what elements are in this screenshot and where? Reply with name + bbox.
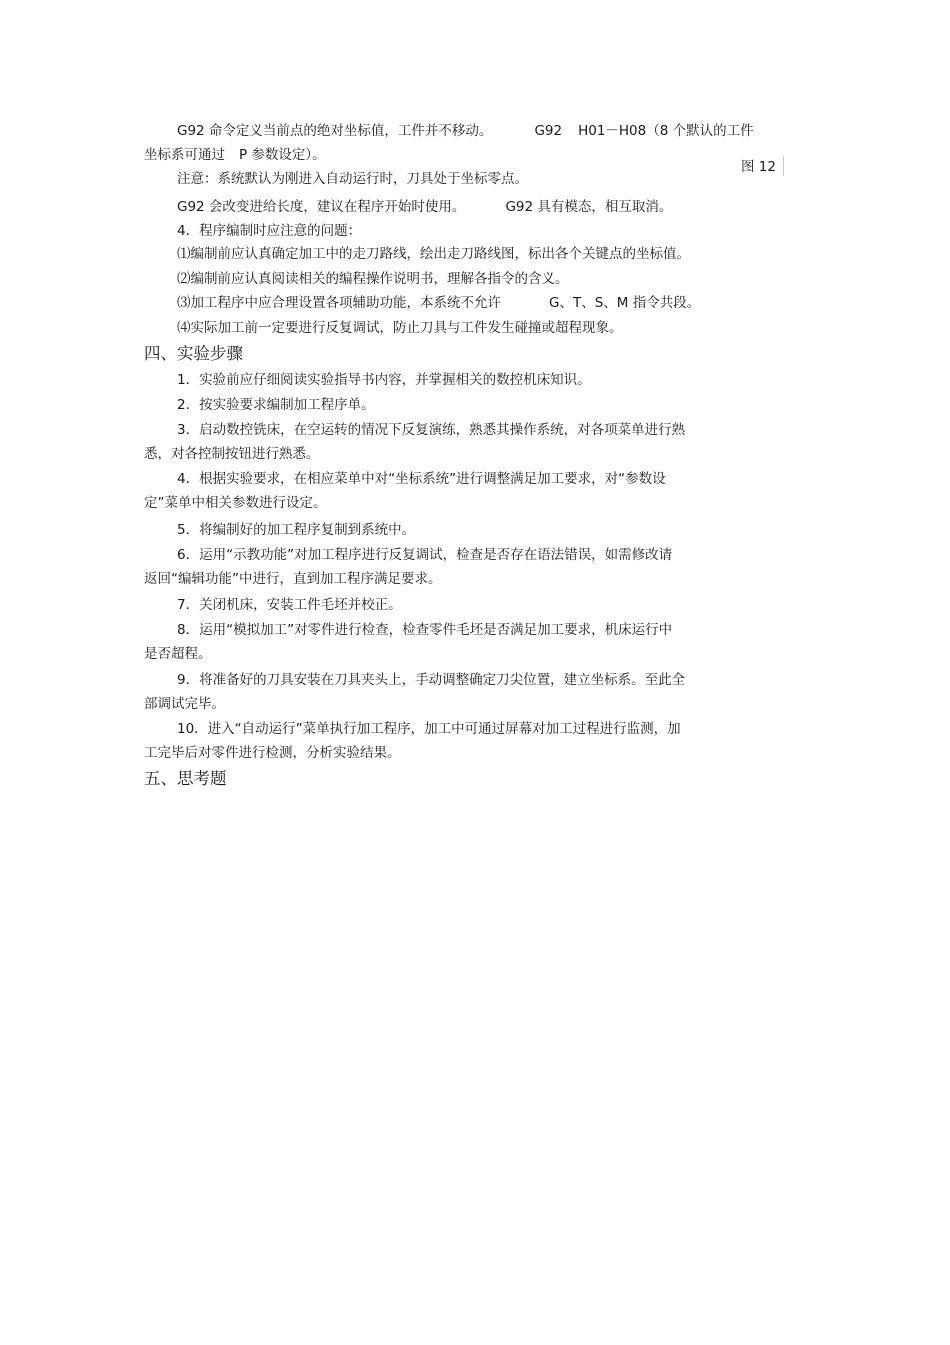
- step-9-line-2: 部调试完毕。: [144, 696, 225, 712]
- step-7: 7．关闭机床，安装工件毛坯并校正。: [177, 597, 402, 613]
- figure-divider: [783, 156, 784, 176]
- step-9-line-1: 9．将准备好的刀具安装在刀具夹头上，手动调整确定刀尖位置，建立坐标系。至此全: [177, 672, 686, 688]
- step-10-line-2: 工完毕后对零件进行检测，分析实验结果。: [144, 745, 401, 761]
- item-4-4: ⑷实际加工前一定要进行反复调试，防止刀具与工件发生碰撞或超程现象。: [177, 320, 623, 336]
- text-h01-h08: H01－H08（8 个默认的工件: [578, 123, 754, 139]
- step-3-line-2: 悉，对各控制按钮进行熟悉。: [144, 446, 320, 462]
- text-gtsm: G、T、S、M 指令共段。: [549, 295, 701, 311]
- step-1: 1．实验前应仔细阅读实验指导书内容，并掌握相关的数控机床知识。: [177, 372, 591, 388]
- item-4-1: ⑴编制前应认真确定加工中的走刀路线，绘出走刀路线图，标出各个关键点的坐标值。: [177, 246, 690, 262]
- item-4-heading: 4．程序编制时应注意的问题：: [177, 223, 362, 239]
- section-heading-4: 四、实验步骤: [144, 344, 243, 363]
- step-8-line-1: 8．运用“模拟加工”对零件进行检查，检查零件毛坯是否满足加工要求，机床运行中: [177, 622, 673, 638]
- text-coord-system: 坐标系可通过: [144, 147, 225, 163]
- step-4-line-2: 定”菜单中相关参数进行设定。: [144, 495, 327, 511]
- paragraph-note: 注意：系统默认为刚进入自动运行时，刀具处于坐标零点。: [177, 171, 528, 187]
- step-6-line-2: 返回“编辑功能”中进行，直到加工程序满足要求。: [144, 571, 442, 587]
- step-5: 5．将编制好的加工程序复制到系统中。: [177, 522, 416, 538]
- text-g92-definition: G92 命令定义当前点的绝对坐标值，工件并不移动。: [177, 123, 493, 139]
- text-aux-functions: ⑶加工程序中应合理设置各项辅助功能，本系统不允许: [177, 295, 501, 311]
- paragraph-g92-line-2: [144, 146, 326, 164]
- item-4-3: [177, 294, 700, 312]
- step-3-line-1: 3．启动数控铣床，在空运转的情况下反复演练，熟悉其操作系统，对各项菜单进行熟: [177, 422, 686, 438]
- step-8-line-2: 是否超程。: [144, 646, 212, 662]
- step-6-line-1: 6．运用“示教功能”对加工程序进行反复调试，检查是否存在语法错误，如需修改请: [177, 547, 673, 563]
- figure-caption: 图 12: [741, 159, 776, 175]
- text-g92-modal: G92 具有模态，相互取消。: [505, 199, 673, 215]
- paragraph-g92-feed: [177, 198, 672, 216]
- item-4-2: ⑵编制前应认真阅读相关的编程操作说明书，理解各指令的含义。: [177, 271, 569, 287]
- step-10-line-1: 10．进入“自动运行”菜单执行加工程序，加工中可通过屏幕对加工过程进行监测，加: [177, 721, 681, 737]
- paragraph-g92-line-1: [177, 122, 754, 140]
- step-2: 2．按实验要求编制加工程序单。: [177, 397, 375, 413]
- text-g92: G92: [534, 123, 563, 139]
- text-g92-feed: G92 会改变进给长度，建议在程序开始时使用。: [177, 199, 466, 215]
- text-p-param: P 参数设定）。: [239, 147, 326, 163]
- section-heading-5: 五、思考题: [144, 769, 227, 788]
- step-4-line-1: 4．根据实验要求，在相应菜单中对“坐标系统”进行调整满足加工要求，对“参数设: [177, 471, 666, 487]
